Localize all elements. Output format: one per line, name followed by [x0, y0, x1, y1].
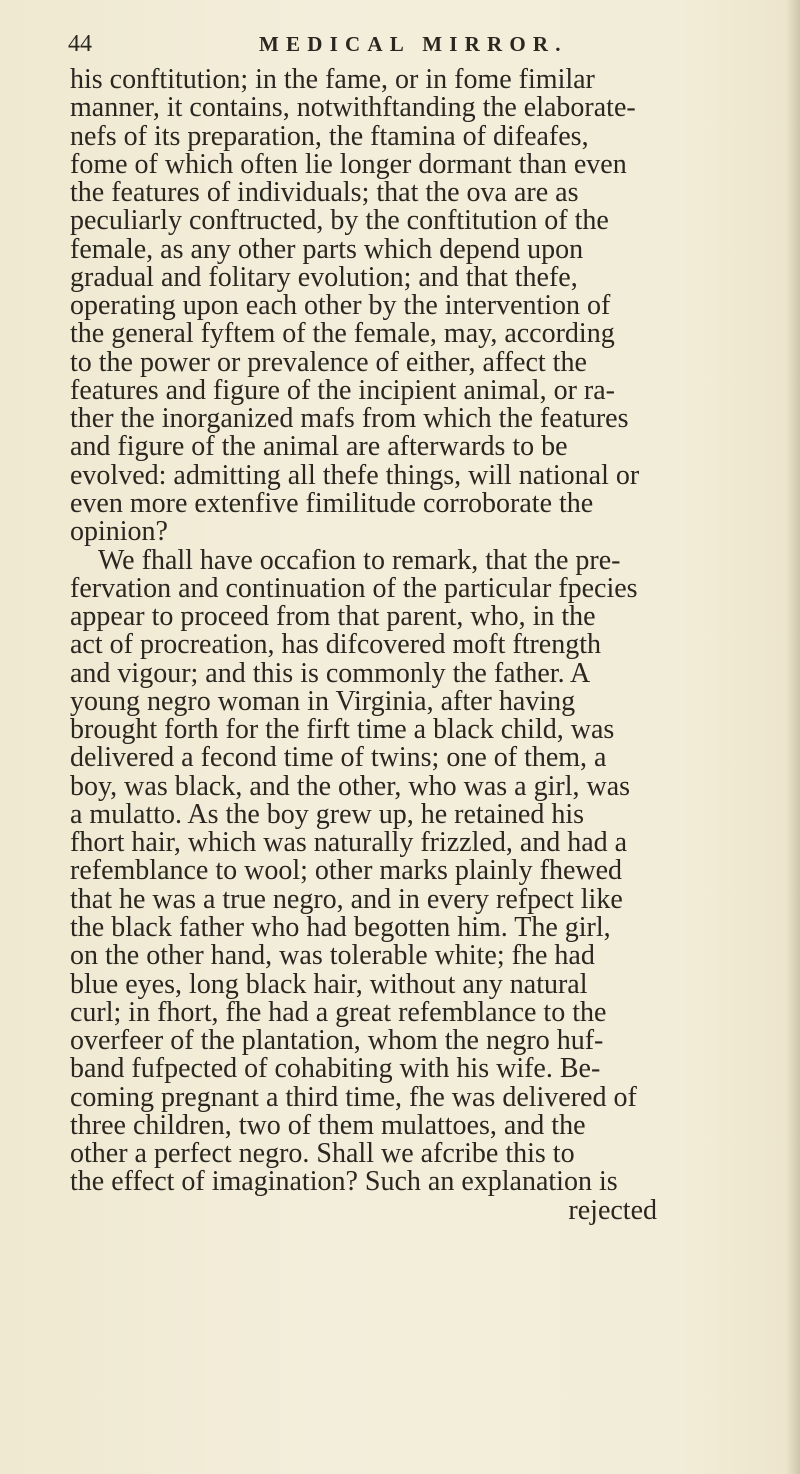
text-line: band fufpected of cohabiting with his wife. Be-: [70, 1055, 601, 1084]
text-line: female, as any other parts which depend upon: [70, 235, 584, 264]
text-line: and vigour; and this is commonly the father. A: [70, 659, 591, 688]
text-line: the effect of imagination? Such an explanation is: [70, 1168, 618, 1197]
page-header: [68, 24, 758, 64]
text-line: on the other hand, was tolerable white; fhe had: [70, 942, 595, 971]
catchword: rejected: [568, 1196, 657, 1225]
text-line: peculiarly conftructed, by the conftitution of the: [70, 207, 609, 236]
text-line: overfeer of the plantation, whom the negro huf-: [70, 1027, 604, 1056]
text-line: appear to proceed from that parent, who, in the: [70, 603, 596, 632]
text-line: We fhall have occafion to remark, that the pre-: [98, 546, 621, 575]
text-line: even more extenfive fimilitude corroborate the: [70, 489, 594, 519]
text-line: that he was a true negro, and in every refpect like: [70, 885, 623, 914]
text-line: manner, it contains, notwithftanding the elaborate-: [70, 94, 636, 123]
text-line: brought forth for the firft time a black child, was: [70, 716, 615, 745]
body-text: [70, 66, 800, 1225]
text-line: the general fyftem of the female, may, according: [70, 320, 615, 349]
text-line: delivered a fecond time of twins; one of them, a: [70, 744, 607, 773]
text-line: and figure of the animal are afterwards to be: [70, 433, 568, 462]
text-line: operating upon each other by the intervention of: [70, 292, 611, 321]
text-line: the features of individuals; that the ova are as: [70, 179, 579, 208]
text-line: ther the inorganized mafs from which the features: [70, 405, 629, 434]
text-line: three children, two of them mulattoes, and the: [70, 1111, 586, 1141]
text-line: nefs of its preparation, the ftamina of difeafes,: [70, 122, 589, 151]
text-line: features and figure of the incipient animal, or ra-: [70, 376, 615, 406]
text-line: refemblance to wool; other marks plainly fhewed: [70, 857, 623, 886]
text-line: boy, was black, and the other, who was a girl, was: [70, 772, 631, 801]
text-line: curl; in fhort, fhe had a great refemblance to the: [70, 998, 607, 1028]
text-line: opinion?: [70, 518, 168, 547]
text-line: act of procreation, has difcovered moft ftrength: [70, 631, 602, 660]
text-line: his conftitution; in the fame, or in fome fimilar: [70, 66, 595, 95]
text-line: coming pregnant a third time, fhe was delivered of: [70, 1083, 637, 1112]
text-line: the black father who had begotten him. The girl,: [70, 913, 611, 943]
page-number: 44: [68, 31, 92, 57]
text-line: to the power or prevalence of either, affect the: [70, 348, 587, 377]
text-line: evolved: admitting all thefe things, will national or: [70, 461, 640, 490]
text-line: a mulatto. As the boy grew up, he retained his: [70, 800, 584, 830]
text-line: other a perfect negro. Shall we afcribe this to: [70, 1140, 575, 1169]
text-line: fhort hair, which was naturally frizzled, and had a: [70, 829, 628, 858]
running-title: MEDICAL MIRROR.: [259, 32, 568, 56]
text-line: gradual and folitary evolution; and that thefe,: [70, 263, 578, 293]
text-line: young negro woman in Virginia, after having: [70, 687, 576, 717]
text-line: fervation and continuation of the particular fpecies: [70, 574, 638, 604]
text-line: blue eyes, long black hair, without any natural: [70, 970, 588, 999]
text-line: fome of which often lie longer dormant than even: [70, 150, 627, 180]
